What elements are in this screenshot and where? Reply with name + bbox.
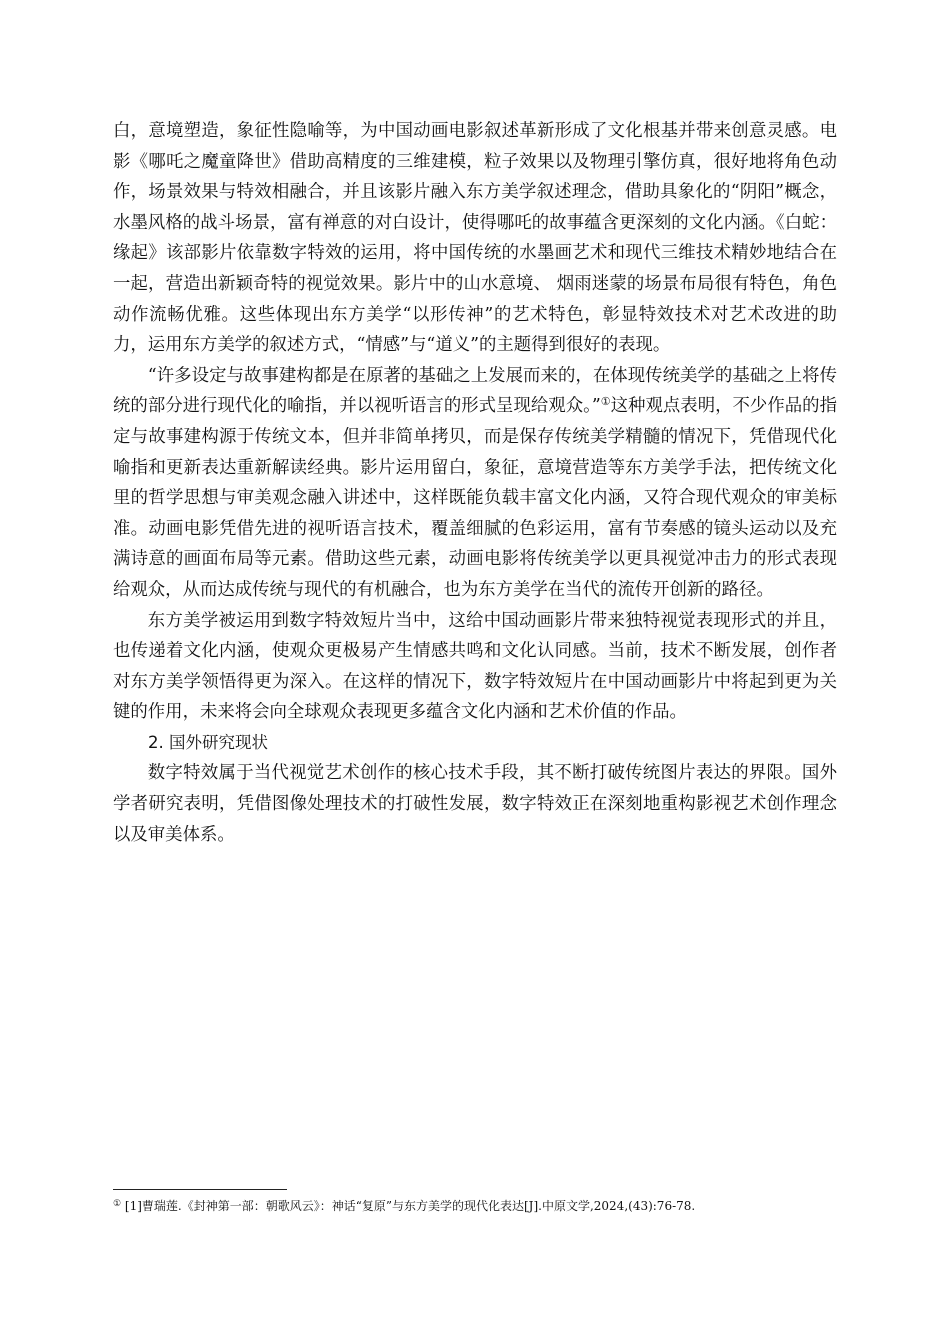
footnote-divider [113, 1189, 287, 1190]
paragraph-text: 这种观点表明，不少作品的指定与故事建构源于传统文本，但并非简单拷贝，而是保存传统美学精髓的情况下，凭借现代化喻指和更新表达重新解读经典。影片运用留白，象征，意境营造等东方美学手法，把传统文化里的哲学思想与审美观念融入讲述中，这样既能负载丰富文化内涵，又符合现代观众的审美标准。动画电影凭借先进的视听语言技术，覆盖细腻的色彩运用，富有节奏感的镜头运动以及充满诗意的画面布局等元素。借助这些元素，动画电影将传统美学以更具视觉冲击力的形式表现给观众，从而达成传统与现代的有机融合，也为东方美学在当代的流传开创新的路径。 [113, 396, 837, 600]
footnote-text: [1]曹瑞莲.《封神第一部：朝歌风云》：神话“复原”与东方美学的现代化表达[J].中原文学,2024,(43):76-78. [121, 1199, 696, 1213]
paragraph-quote [113, 361, 837, 606]
body-text [113, 116, 837, 850]
footnote [113, 1196, 829, 1216]
footnote-reference[interactable]: ① [600, 395, 611, 409]
paragraph-east-aesthetics: 东方美学被运用到数字特效短片当中，这给中国动画影片带来独特视觉表现形式的并且，也传递着文化内涵，使观众更极易产生情感共鸣和文化认同感。当前，技术不断发展，创作者对东方美学领悟得更为深入。在这样的情况下，数字特效短片在中国动画影片中将起到更为关键的作用，未来将会向全球观众表现更多蕴含文化内涵和艺术价值的作品。 [113, 610, 837, 723]
section-heading: 2. 国外研究现状 [148, 732, 268, 752]
footnote-mark: ① [113, 1199, 122, 1209]
paragraph-continuation: 白，意境塑造，象征性隐喻等，为中国动画电影叙述革新形成了文化根基并带来创意灵感。电影《哪吒之魔童降世》借助高精度的三维建模，粒子效果以及物理引擎仿真，很好地将角色动作，场景效果与特效相融合，并且该影片融入东方美学叙述理念，借助具象化的“阴阳”概念，水墨风格的战斗场景，富有禅意的对白设计，使得哪吒的故事蕴含更深刻的文化内涵。《白蛇：缘起》该部影片依靠数字特效的运用，将中国传统的水墨画艺术和现代三维技术精妙地结合在一起，营造出新颖奇特的视觉效果。影片中的山水意境、 烟雨迷蒙的场景布局很有特色，角色动作流畅优雅。这些体现出东方美学“以形传神”的艺术特色，彰显特效技术对艺术改进的助力，运用东方美学的叙述方式，“情感”与“道义”的主题得到很好的表现。 [113, 121, 837, 356]
quotation-text: “许多设定与故事建构都是在原著的基础之上发展而来的，在体现传统美学的基础之上将传统的部分进行现代化的喻指，并以视听语言的形式呈现给观众。” [113, 365, 837, 417]
paragraph-foreign-research: 数字特效属于当代视觉艺术创作的核心技术手段，其不断打破传统图片表达的界限。国外学者研究表明，凭借图像处理技术的打破性发展，数字特效正在深刻地重构影视艺术创作理念以及审美体系。 [113, 763, 837, 845]
